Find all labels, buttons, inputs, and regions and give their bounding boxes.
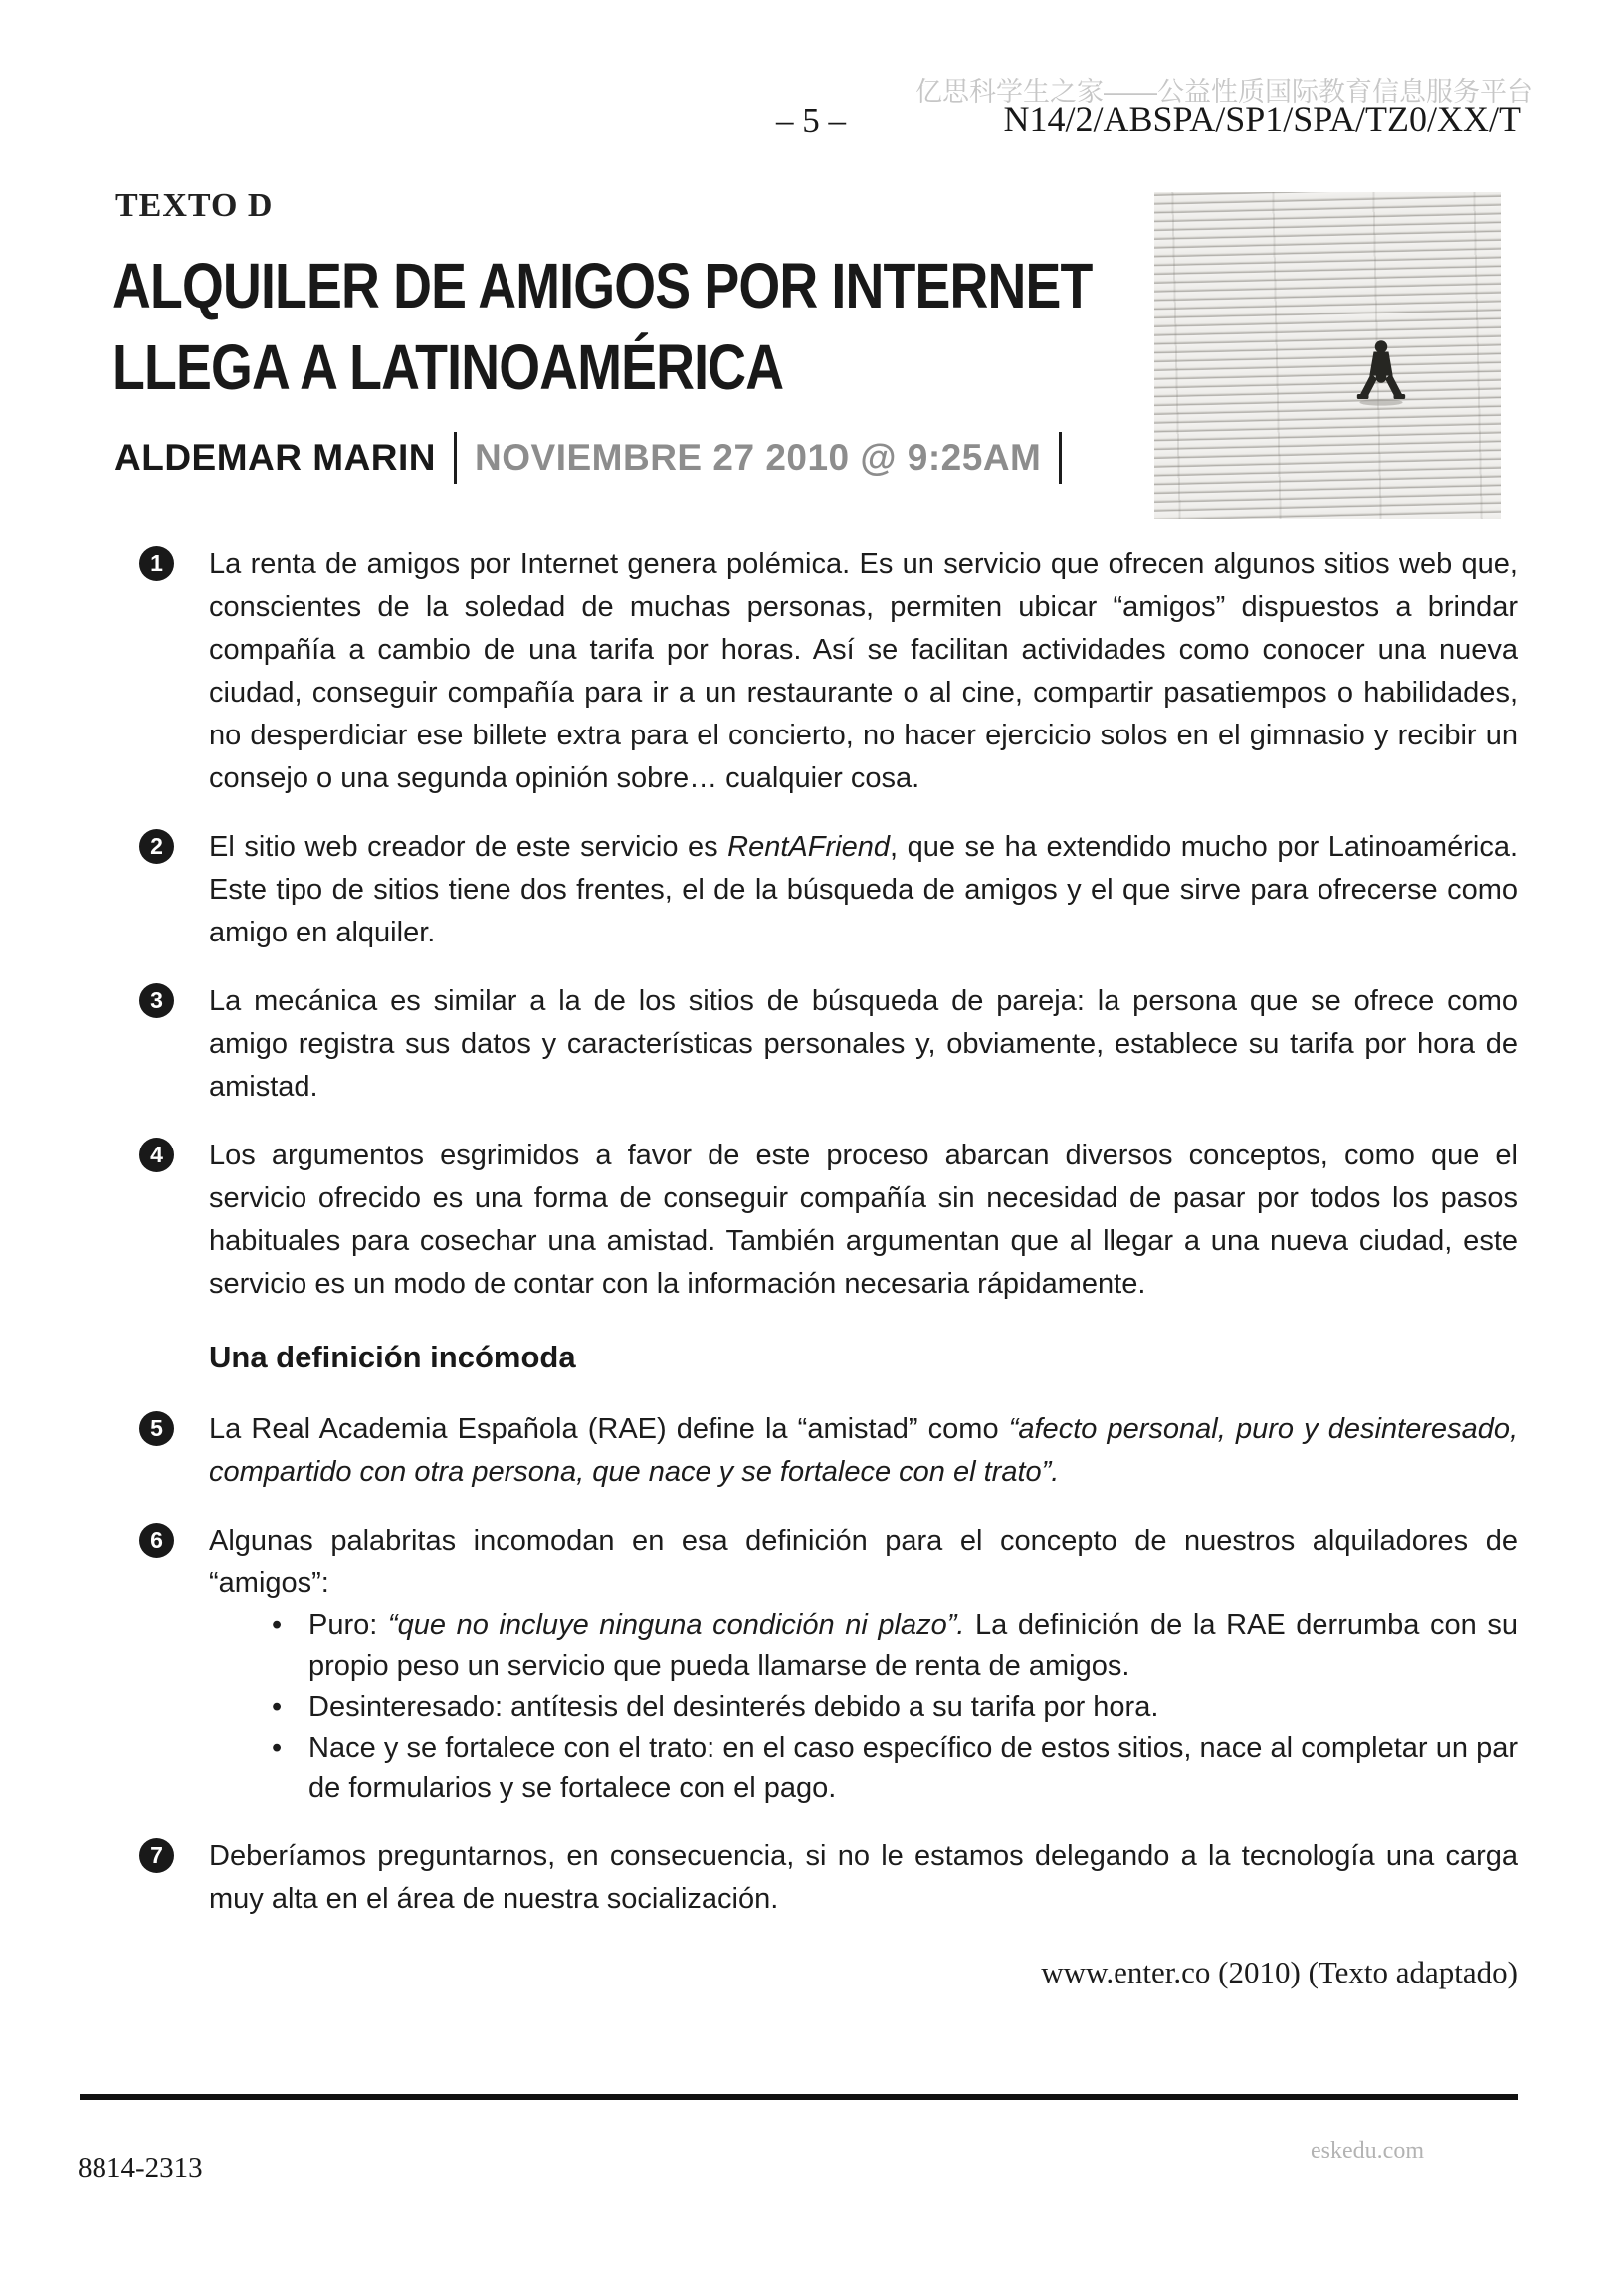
paragraph-5: [139, 1408, 1518, 1494]
text-segment: Deberíamos preguntarnos, en consecuencia, si no le estamos delegando a la tecnología una carga muy alta en el área de nuestra socialización.: [209, 1840, 1518, 1915]
article-title: [112, 245, 1279, 408]
byline-separator-bar: [454, 432, 457, 484]
paragraph-number-badge: 2: [139, 829, 174, 864]
byline-author: ALDEMAR MARIN: [114, 437, 437, 478]
article-body: [139, 543, 1518, 1990]
paragraph-list: [139, 543, 1518, 1921]
paragraph-1: [139, 543, 1518, 800]
exam-code: N14/2/ABSPA/SP1/SPA/TZ0/XX/T: [1003, 100, 1521, 139]
paper-code: 8814-2313: [78, 2152, 203, 2184]
footer-rule: [80, 2094, 1518, 2100]
article-title-line2: LLEGA A LATINOAMÉRICA: [112, 331, 784, 403]
footer-site-label: eskedu.com: [1311, 2138, 1424, 2164]
text-segment: La Real Academia Española (RAE) define la “amistad” como: [209, 1413, 1009, 1445]
bullet-item: [264, 1605, 1518, 1687]
paragraph-number-badge: 6: [139, 1523, 174, 1558]
text-segment: Algunas palabritas incomodan en esa definición para el concepto de nuestros alquiladores de “amigos”:: [209, 1525, 1518, 1599]
paragraph-7: [139, 1835, 1518, 1921]
italic-text-segment: RentAFriend: [727, 831, 890, 863]
paragraph-text: [209, 1520, 1518, 1809]
subheading: Una definición incómoda: [209, 1340, 576, 1374]
text-segment: El sitio web creador de este servicio es: [209, 831, 728, 863]
italic-text-segment: “afecto personal, puro y desinteresado, compartido con otra persona, que nace y se fortalece con el trato”.: [209, 1413, 1519, 1488]
byline-date: NOVIEMBRE 27 2010 @ 9:25AM: [475, 437, 1042, 478]
source-attribution: www.enter.co (2010) (Texto adaptado): [1041, 1955, 1518, 1989]
text-segment: La definición de la RAE derrumba con su propio peso un servicio que pueda llamarse de renta de amigos.: [308, 1609, 1518, 1682]
paragraph-6: [139, 1520, 1518, 1809]
paragraph-number-badge: 7: [139, 1838, 174, 1873]
paragraph-number-badge: 4: [139, 1138, 174, 1172]
section-label: TEXTO D: [115, 187, 274, 224]
text-segment: Los argumentos esgrimidos a favor de este proceso abarcan diversos conceptos, como que el servicio ofrecido es una forma de conseguir compañía sin necesidad de pasar por todos los pasos habituales para cosechar una amistad. También argumentan que al llegar a una nueva ciudad, este servicio es un modo de contar con la información necesaria rápidamente.: [209, 1140, 1518, 1300]
paragraph-text: [209, 1135, 1518, 1306]
paragraph-text: [209, 826, 1518, 954]
italic-text-segment: “que no incluye ninguna condición ni plazo”.: [387, 1609, 965, 1641]
staircase-texture: [1154, 192, 1501, 519]
byline-separator-bar: [1059, 432, 1062, 484]
paragraph-text: [209, 1408, 1518, 1494]
article-photo: [1154, 192, 1501, 519]
article-title-line1: ALQUILER DE AMIGOS POR INTERNET: [112, 250, 1093, 321]
byline: [114, 430, 1080, 486]
bullet-item: [264, 1728, 1518, 1809]
paragraph-text: [209, 543, 1518, 800]
text-segment: Nace y se fortalece con el trato: en el caso específico de estos sitios, nace al completar un par de formularios y se fortalece con el pago.: [308, 1732, 1518, 1804]
paragraph-4: [139, 1135, 1518, 1306]
text-segment: Desinteresado: antítesis del desinterés debido a su tarifa por hora.: [308, 1691, 1159, 1723]
text-segment: La mecánica es similar a la de los sitios de búsqueda de pareja: la persona que se ofrece como amigo registra sus datos y características personales y, obviamente, establece su tarifa por hora de amistad.: [209, 985, 1518, 1103]
seated-person-silhouette: [1356, 339, 1406, 409]
paragraph-number-badge: 5: [139, 1411, 174, 1446]
text-segment: , que se ha extendido mucho por Latinoamérica. Este tipo de sitios tiene dos frentes, el de la búsqueda de amigos y el que sirve para ofrecerse como amigo en alquiler.: [209, 831, 1518, 948]
paragraph-text: [209, 1835, 1518, 1921]
bullet-list: [209, 1605, 1518, 1809]
paragraph-3: [139, 980, 1518, 1109]
watermark-text: 亿思科学生之家——公益性质国际教育信息服务平台: [915, 77, 1533, 106]
text-segment: La renta de amigos por Internet genera polémica. Es un servicio que ofrecen algunos sitios web que, conscientes de la soledad de muchas personas, permiten ubicar “amigos” dispuestos a brindar compañía a cambio de una tarifa por horas. Así se facilitan actividades como conocer una nueva ciudad, conseguir compañía para ir a un restaurante o al cine, compartir pasatiempos o habilidades, no desperdiciar ese billete extra para el concierto, no hacer ejercicio solos en el gimnasio y recibir un consejo o una segunda opinión sobre… cualquier cosa.: [209, 548, 1518, 794]
paragraph-number-badge: 3: [139, 983, 174, 1018]
paragraph-2: [139, 826, 1518, 954]
page-number: – 5 –: [776, 102, 846, 140]
text-segment: Puro:: [308, 1609, 388, 1641]
bullet-item: [264, 1687, 1518, 1728]
paragraph-number-badge: 1: [139, 546, 174, 581]
paragraph-text: [209, 980, 1518, 1109]
